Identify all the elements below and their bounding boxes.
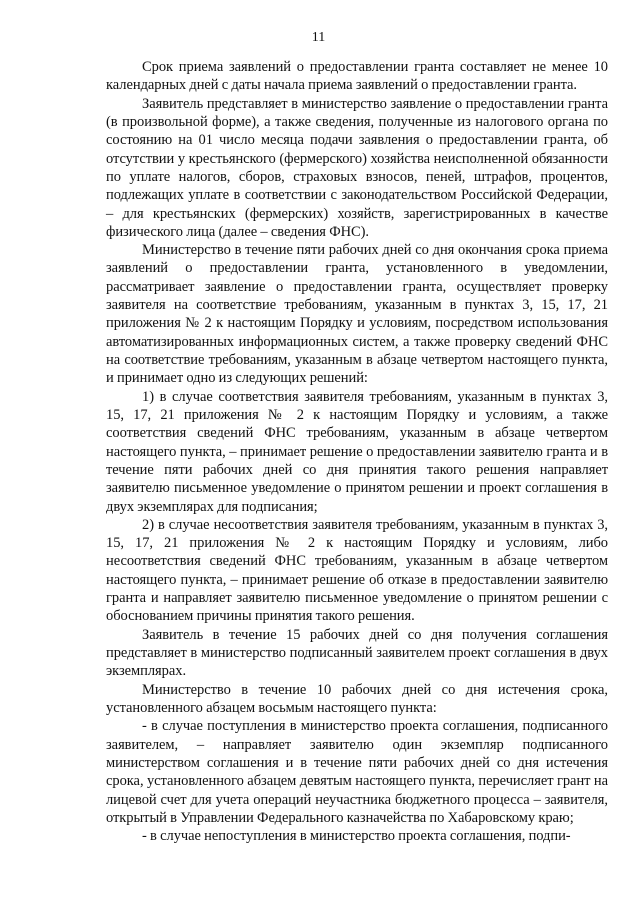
paragraph-agreement-not-received: - в случае непоступления в министерство проекта соглашения, подпи- (142, 828, 571, 845)
paragraph-ministry-review: Министерство в течение пяти рабочих дней со дня окончания срока приема заявлений о предоставлении гранта, установленного в уведомлении, рассматривает заявление о предоставлении гранта, осуществляет проверку заявителя на соответствие требованиям, указанным в пунктах 3, 15, 17, 21 приложения № 2 к настоящим Порядку и условиям, посредством использования автоматизированных информационных систем, а также проверку сведений ФНС на соответствие требованиям, указанным в абзаце четвертом настоящего пункта, и принимает одно из следующих решений: (106, 242, 608, 387)
paragraph-ministry-actions: Министерство в течение 10 рабочих дней со дня истечения срока, установленного абзацем восьмым настоящего пункта: (106, 681, 608, 716)
paragraph-decision-approval: 1) в случае соответствия заявителя требованиям, указанным в пунктах 3, 15, 17, 21 приложения № 2 к настоящим Порядку и условиям, а также соответствия сведений ФНС требованиям, указанным в абзаце четвертом настоящего пункта, – принимает решение о предоставлении заявителю гранта и в течение пяти рабочих дней со дня принятия такого решения направляет заявителю письменное уведомление о принятом решении и проект соглашения в двух экземплярах для подписания; (106, 388, 608, 515)
paragraph-application-deadline: Срок приема заявлений о предоставлении гранта составляет не менее 10 календарных дней с даты начала приема заявлений о предоставлении гранта. (106, 59, 608, 94)
paragraph-decision-refusal: 2) в случае несоответствия заявителя требованиям, указанным в пунктах 3, 15, 17, 21 приложения № 2 к настоящим Порядку и условиям, либо несоответствия сведений ФНС требованиям, указанным в абзаце четвертом настоящего пункта, – принимает решение об отказе в предоставлении заявителю гранта и направляет заявителю письменное уведомление о принятом решении с обоснованием причины принятия такого решения. (106, 516, 608, 625)
paragraph-agreement-received: - в случае поступления в министерство проекта соглашения, подписанного заявителем, – направляет заявителю один экземпляр подписанного министерством соглашения и в течение пяти рабочих дней со дня истечения срока, установленного абзацем девятым настоящего пункта, перечисляет грант на лицевой счет для учета операций неучастника бюджетного процесса – заявителя, открытый в Управлении Федерального казначейства по Хабаровскому краю; (106, 718, 608, 826)
document-body (106, 58, 608, 845)
paragraph-agreement-return: Заявитель в течение 15 рабочих дней со дня получения соглашения представляет в министерство подписанный заявителем проект соглашения в двух экземплярах. (106, 626, 608, 680)
paragraph-applicant-submission: Заявитель представляет в министерство заявление о предоставлении гранта (в произвольной форме), а также сведения, полученные из налогового органа по состоянию на 01 число месяца подачи заявления о предоставлении гранта, об отсутствии у крестьянского (фермерского) хозяйства неисполненной обязанности по уплате налогов, сборов, страховых взносов, пеней, штрафов, процентов, подлежащих уплате в соответствии с законодательством Российской Федерации, – для крестьянских (фермерских) хозяйств, зарегистрированных в качестве физического лица (далее – сведения ФНС). (106, 95, 608, 240)
page-number: 11 (311, 30, 326, 45)
